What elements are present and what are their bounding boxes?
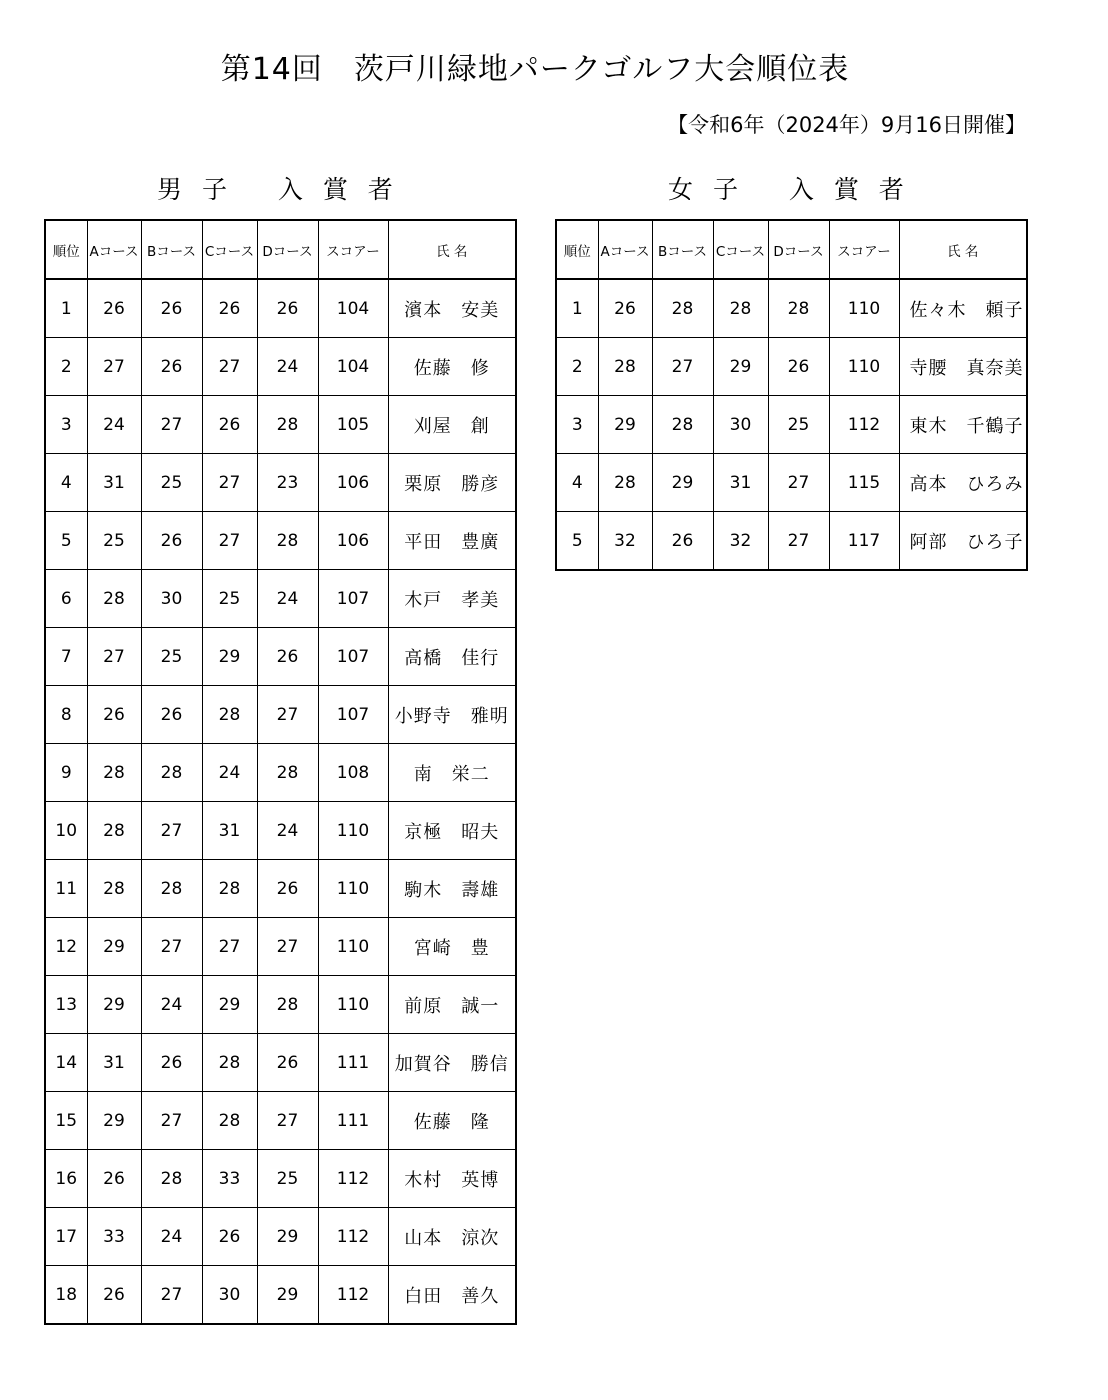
score-cell: 110 bbox=[829, 279, 899, 338]
course-d-cell: 27 bbox=[768, 454, 829, 512]
rank-header: 順位 bbox=[556, 220, 598, 279]
course-b-cell: 26 bbox=[141, 279, 202, 338]
table-row bbox=[45, 570, 516, 628]
course-c-cell: 26 bbox=[202, 279, 257, 338]
course-b-cell: 24 bbox=[141, 1208, 202, 1266]
page-title: 第14回 茨戸川緑地パークゴルフ大会順位表 bbox=[220, 52, 850, 87]
course-d-cell: 29 bbox=[257, 1266, 318, 1325]
table-row bbox=[45, 338, 516, 396]
name-cell: 白田 善久 bbox=[388, 1266, 516, 1325]
course-b-cell: 27 bbox=[141, 1092, 202, 1150]
women-results-table bbox=[555, 219, 1028, 571]
rank-header: 順位 bbox=[45, 220, 87, 279]
course-c-cell: 26 bbox=[202, 396, 257, 454]
course-b-cell: 27 bbox=[141, 918, 202, 976]
table-header-row bbox=[45, 220, 516, 279]
table-row bbox=[45, 976, 516, 1034]
course-c-cell: 30 bbox=[713, 396, 768, 454]
table-header-row bbox=[556, 220, 1027, 279]
table-row bbox=[45, 279, 516, 338]
course-c-cell: 27 bbox=[202, 918, 257, 976]
rank-cell: 9 bbox=[45, 744, 87, 802]
score-cell: 104 bbox=[318, 279, 388, 338]
score-cell: 107 bbox=[318, 686, 388, 744]
rank-cell: 5 bbox=[45, 512, 87, 570]
rank-cell: 1 bbox=[45, 279, 87, 338]
name-cell: 阿部 ひろ子 bbox=[899, 512, 1027, 571]
name-cell: 佐藤 隆 bbox=[388, 1092, 516, 1150]
course-b-cell: 26 bbox=[141, 512, 202, 570]
name-cell: 前原 誠一 bbox=[388, 976, 516, 1034]
table-row bbox=[45, 860, 516, 918]
course-c-cell: 28 bbox=[202, 1034, 257, 1092]
rank-cell: 4 bbox=[45, 454, 87, 512]
score-cell: 117 bbox=[829, 512, 899, 571]
women-section-label: 女 子 入 賞 者 bbox=[668, 175, 910, 204]
table-row bbox=[45, 1034, 516, 1092]
rank-cell: 6 bbox=[45, 570, 87, 628]
course-d-cell: 28 bbox=[768, 279, 829, 338]
course-d-cell: 28 bbox=[257, 512, 318, 570]
rank-cell: 12 bbox=[45, 918, 87, 976]
course-a-cell: 24 bbox=[87, 396, 141, 454]
course-b-cell: 28 bbox=[141, 860, 202, 918]
course-c-cell: 24 bbox=[202, 744, 257, 802]
rank-cell: 13 bbox=[45, 976, 87, 1034]
course-a-cell: 25 bbox=[87, 512, 141, 570]
name-cell: 高本 ひろみ bbox=[899, 454, 1027, 512]
course-c-header: Cコース bbox=[202, 220, 257, 279]
rank-cell: 3 bbox=[556, 396, 598, 454]
name-cell: 小野寺 雅明 bbox=[388, 686, 516, 744]
rank-cell: 16 bbox=[45, 1150, 87, 1208]
name-header: 氏 名 bbox=[388, 220, 516, 279]
course-d-cell: 28 bbox=[257, 976, 318, 1034]
rank-cell: 10 bbox=[45, 802, 87, 860]
course-b-cell: 28 bbox=[652, 396, 713, 454]
course-d-cell: 26 bbox=[257, 279, 318, 338]
course-c-header: Cコース bbox=[713, 220, 768, 279]
course-b-cell: 27 bbox=[141, 802, 202, 860]
course-b-header: Bコース bbox=[652, 220, 713, 279]
course-c-cell: 32 bbox=[713, 512, 768, 571]
score-cell: 106 bbox=[318, 512, 388, 570]
course-b-cell: 26 bbox=[141, 1034, 202, 1092]
course-a-cell: 27 bbox=[87, 338, 141, 396]
rank-cell: 18 bbox=[45, 1266, 87, 1325]
course-c-cell: 31 bbox=[202, 802, 257, 860]
course-a-cell: 28 bbox=[598, 454, 652, 512]
course-b-cell: 28 bbox=[652, 279, 713, 338]
name-cell: 宮崎 豊 bbox=[388, 918, 516, 976]
name-cell: 高橋 佳行 bbox=[388, 628, 516, 686]
course-a-cell: 32 bbox=[598, 512, 652, 571]
table-row bbox=[556, 512, 1027, 571]
course-a-cell: 29 bbox=[87, 976, 141, 1034]
score-cell: 110 bbox=[318, 802, 388, 860]
course-c-cell: 29 bbox=[713, 338, 768, 396]
course-b-cell: 29 bbox=[652, 454, 713, 512]
men-section-label: 男 子 入 賞 者 bbox=[157, 175, 399, 204]
name-cell: 京極 昭夫 bbox=[388, 802, 516, 860]
score-cell: 110 bbox=[829, 338, 899, 396]
course-d-cell: 29 bbox=[257, 1208, 318, 1266]
course-a-cell: 28 bbox=[87, 860, 141, 918]
course-d-cell: 27 bbox=[257, 918, 318, 976]
course-b-cell: 30 bbox=[141, 570, 202, 628]
course-c-cell: 30 bbox=[202, 1266, 257, 1325]
course-b-cell: 27 bbox=[141, 1266, 202, 1325]
rank-cell: 8 bbox=[45, 686, 87, 744]
course-a-cell: 26 bbox=[87, 279, 141, 338]
course-a-header: Aコース bbox=[87, 220, 141, 279]
course-d-header: Dコース bbox=[768, 220, 829, 279]
course-d-cell: 26 bbox=[768, 338, 829, 396]
course-c-cell: 33 bbox=[202, 1150, 257, 1208]
rank-cell: 2 bbox=[45, 338, 87, 396]
event-date: 【令和6年（2024年）9月16日開催】 bbox=[667, 113, 1026, 137]
table-row bbox=[556, 279, 1027, 338]
course-d-cell: 25 bbox=[257, 1150, 318, 1208]
table-row bbox=[45, 686, 516, 744]
name-header: 氏 名 bbox=[899, 220, 1027, 279]
score-cell: 110 bbox=[318, 860, 388, 918]
course-a-cell: 28 bbox=[87, 744, 141, 802]
course-b-cell: 26 bbox=[652, 512, 713, 571]
table-row bbox=[556, 338, 1027, 396]
name-cell: 佐々木 頼子 bbox=[899, 279, 1027, 338]
table-row bbox=[45, 512, 516, 570]
score-cell: 108 bbox=[318, 744, 388, 802]
course-b-cell: 28 bbox=[141, 744, 202, 802]
course-c-cell: 29 bbox=[202, 976, 257, 1034]
table-row bbox=[45, 744, 516, 802]
name-cell: 佐藤 修 bbox=[388, 338, 516, 396]
table-row bbox=[45, 1208, 516, 1266]
course-d-cell: 26 bbox=[257, 628, 318, 686]
score-cell: 112 bbox=[318, 1208, 388, 1266]
name-cell: 南 栄二 bbox=[388, 744, 516, 802]
name-cell: 栗原 勝彦 bbox=[388, 454, 516, 512]
score-cell: 106 bbox=[318, 454, 388, 512]
course-c-cell: 28 bbox=[202, 860, 257, 918]
name-cell: 山本 涼次 bbox=[388, 1208, 516, 1266]
course-d-cell: 23 bbox=[257, 454, 318, 512]
course-c-cell: 26 bbox=[202, 1208, 257, 1266]
score-cell: 104 bbox=[318, 338, 388, 396]
course-c-cell: 28 bbox=[202, 1092, 257, 1150]
name-cell: 刈屋 創 bbox=[388, 396, 516, 454]
course-a-cell: 29 bbox=[87, 918, 141, 976]
score-cell: 110 bbox=[318, 918, 388, 976]
course-a-cell: 26 bbox=[87, 1150, 141, 1208]
course-c-cell: 28 bbox=[713, 279, 768, 338]
score-cell: 107 bbox=[318, 570, 388, 628]
name-cell: 加賀谷 勝信 bbox=[388, 1034, 516, 1092]
course-a-cell: 29 bbox=[598, 396, 652, 454]
score-cell: 112 bbox=[318, 1150, 388, 1208]
name-cell: 濱本 安美 bbox=[388, 279, 516, 338]
table-row bbox=[45, 918, 516, 976]
course-c-cell: 29 bbox=[202, 628, 257, 686]
course-d-cell: 25 bbox=[768, 396, 829, 454]
name-cell: 平田 豊廣 bbox=[388, 512, 516, 570]
table-row bbox=[556, 454, 1027, 512]
course-c-cell: 25 bbox=[202, 570, 257, 628]
rank-cell: 3 bbox=[45, 396, 87, 454]
rank-cell: 5 bbox=[556, 512, 598, 571]
name-cell: 木戸 孝美 bbox=[388, 570, 516, 628]
table-row bbox=[45, 802, 516, 860]
rank-cell: 1 bbox=[556, 279, 598, 338]
course-d-cell: 24 bbox=[257, 338, 318, 396]
course-d-cell: 28 bbox=[257, 396, 318, 454]
course-d-cell: 28 bbox=[257, 744, 318, 802]
course-a-cell: 33 bbox=[87, 1208, 141, 1266]
score-cell: 107 bbox=[318, 628, 388, 686]
course-a-cell: 31 bbox=[87, 1034, 141, 1092]
score-cell: 111 bbox=[318, 1092, 388, 1150]
course-b-cell: 26 bbox=[141, 686, 202, 744]
score-header: スコアー bbox=[318, 220, 388, 279]
course-c-cell: 27 bbox=[202, 338, 257, 396]
course-d-cell: 24 bbox=[257, 570, 318, 628]
rank-cell: 11 bbox=[45, 860, 87, 918]
course-b-header: Bコース bbox=[141, 220, 202, 279]
course-a-cell: 31 bbox=[87, 454, 141, 512]
course-a-cell: 26 bbox=[87, 1266, 141, 1325]
rank-cell: 7 bbox=[45, 628, 87, 686]
score-cell: 105 bbox=[318, 396, 388, 454]
rank-cell: 14 bbox=[45, 1034, 87, 1092]
course-c-cell: 31 bbox=[713, 454, 768, 512]
course-b-cell: 28 bbox=[141, 1150, 202, 1208]
table-row bbox=[45, 454, 516, 512]
score-cell: 112 bbox=[318, 1266, 388, 1325]
course-d-cell: 26 bbox=[257, 860, 318, 918]
score-cell: 112 bbox=[829, 396, 899, 454]
score-header: スコアー bbox=[829, 220, 899, 279]
table-row bbox=[556, 396, 1027, 454]
course-b-cell: 24 bbox=[141, 976, 202, 1034]
course-a-cell: 28 bbox=[598, 338, 652, 396]
course-d-cell: 26 bbox=[257, 1034, 318, 1092]
table-row bbox=[45, 628, 516, 686]
rank-cell: 2 bbox=[556, 338, 598, 396]
score-cell: 115 bbox=[829, 454, 899, 512]
course-a-cell: 27 bbox=[87, 628, 141, 686]
course-a-header: Aコース bbox=[598, 220, 652, 279]
course-a-cell: 26 bbox=[598, 279, 652, 338]
course-a-cell: 29 bbox=[87, 1092, 141, 1150]
rank-cell: 4 bbox=[556, 454, 598, 512]
course-c-cell: 27 bbox=[202, 512, 257, 570]
table-row bbox=[45, 1266, 516, 1325]
course-d-cell: 27 bbox=[257, 1092, 318, 1150]
rank-cell: 15 bbox=[45, 1092, 87, 1150]
course-b-cell: 25 bbox=[141, 628, 202, 686]
course-d-cell: 24 bbox=[257, 802, 318, 860]
course-a-cell: 28 bbox=[87, 570, 141, 628]
name-cell: 木村 英博 bbox=[388, 1150, 516, 1208]
name-cell: 東木 千鶴子 bbox=[899, 396, 1027, 454]
men-results-table bbox=[44, 219, 517, 1325]
course-b-cell: 26 bbox=[141, 338, 202, 396]
course-b-cell: 27 bbox=[652, 338, 713, 396]
table-row bbox=[45, 1150, 516, 1208]
course-d-header: Dコース bbox=[257, 220, 318, 279]
course-c-cell: 27 bbox=[202, 454, 257, 512]
table-row bbox=[45, 1092, 516, 1150]
score-cell: 111 bbox=[318, 1034, 388, 1092]
name-cell: 駒木 壽雄 bbox=[388, 860, 516, 918]
course-c-cell: 28 bbox=[202, 686, 257, 744]
table-row bbox=[45, 396, 516, 454]
course-b-cell: 25 bbox=[141, 454, 202, 512]
course-b-cell: 27 bbox=[141, 396, 202, 454]
course-a-cell: 28 bbox=[87, 802, 141, 860]
course-a-cell: 26 bbox=[87, 686, 141, 744]
course-d-cell: 27 bbox=[768, 512, 829, 571]
name-cell: 寺腰 真奈美 bbox=[899, 338, 1027, 396]
score-cell: 110 bbox=[318, 976, 388, 1034]
rank-cell: 17 bbox=[45, 1208, 87, 1266]
course-d-cell: 27 bbox=[257, 686, 318, 744]
